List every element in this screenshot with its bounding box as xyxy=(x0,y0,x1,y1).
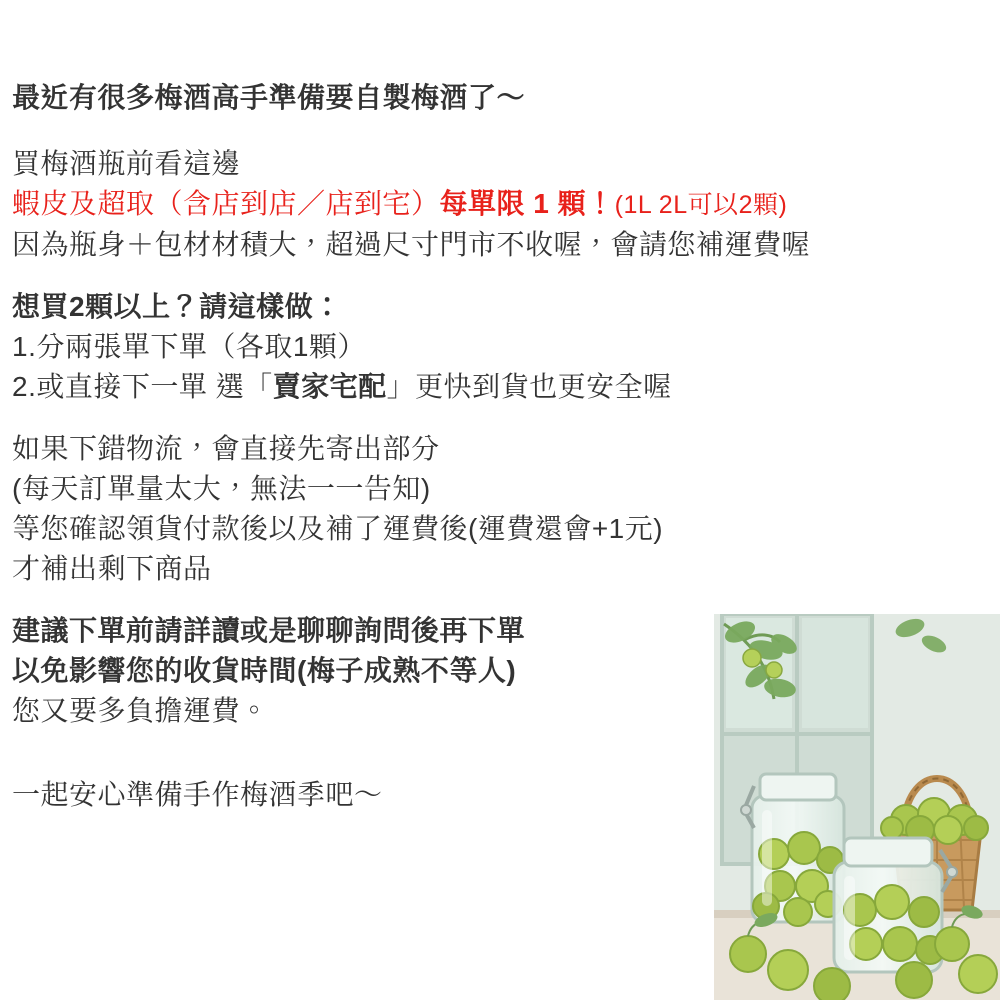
more-step-2-method: 賣家宅配 xyxy=(272,371,387,402)
more-step-2 xyxy=(12,367,992,407)
advice-line-2: 以免影響您的收貨時間(梅子成熟不等人) xyxy=(12,655,517,686)
spacer xyxy=(12,265,992,287)
logistics-line-2: (每天訂單量太大，無法一一告知) xyxy=(12,473,431,504)
spacer xyxy=(12,118,992,144)
advice-line-1: 建議下單前請詳讀或是聊聊詢問後再下單 xyxy=(12,615,526,646)
shipping-warning-limit: 每單限 1 顆！ xyxy=(439,188,615,219)
more-step-2-suffix: 」更快到貨也更安全喔 xyxy=(386,371,672,402)
logistics-line-4: 才補出剩下商品 xyxy=(12,553,212,584)
shipping-warning-note: (1L 2L可以2顆) xyxy=(614,191,788,219)
shipping-reason: 因為瓶身＋包材材積大，超過尺寸門市不收喔，會請您補運費喔 xyxy=(12,229,811,260)
intro-title: 最近有很多梅酒高手準備要自製梅酒了～ xyxy=(12,82,526,113)
more-heading: 想買2顆以上？請這樣做： xyxy=(12,291,342,322)
logistics-line-1: 如果下錯物流，會直接先寄出部分 xyxy=(12,433,440,464)
advice-line-3: 您又要多負擔運費。 xyxy=(12,695,269,726)
shipping-warning-text: 蝦皮及超取（含店到店／店到宅） xyxy=(12,188,440,219)
more-step-1: 1.分兩張單下單（各取1顆） xyxy=(12,331,366,362)
spacer xyxy=(12,407,992,429)
spacer xyxy=(12,589,992,611)
more-step-2-prefix: 2.或直接下一單 選「 xyxy=(12,371,273,402)
closing-line: 一起安心準備手作梅酒季吧～ xyxy=(12,779,383,810)
plum-jars-basket-illustration xyxy=(714,614,1000,1000)
logistics-line-3: 等您確認領貨付款後以及補了運費後(運費還會+1元) xyxy=(12,513,664,544)
shipping-warning xyxy=(12,184,992,225)
buy-heading: 買梅酒瓶前看這邊 xyxy=(12,148,241,179)
